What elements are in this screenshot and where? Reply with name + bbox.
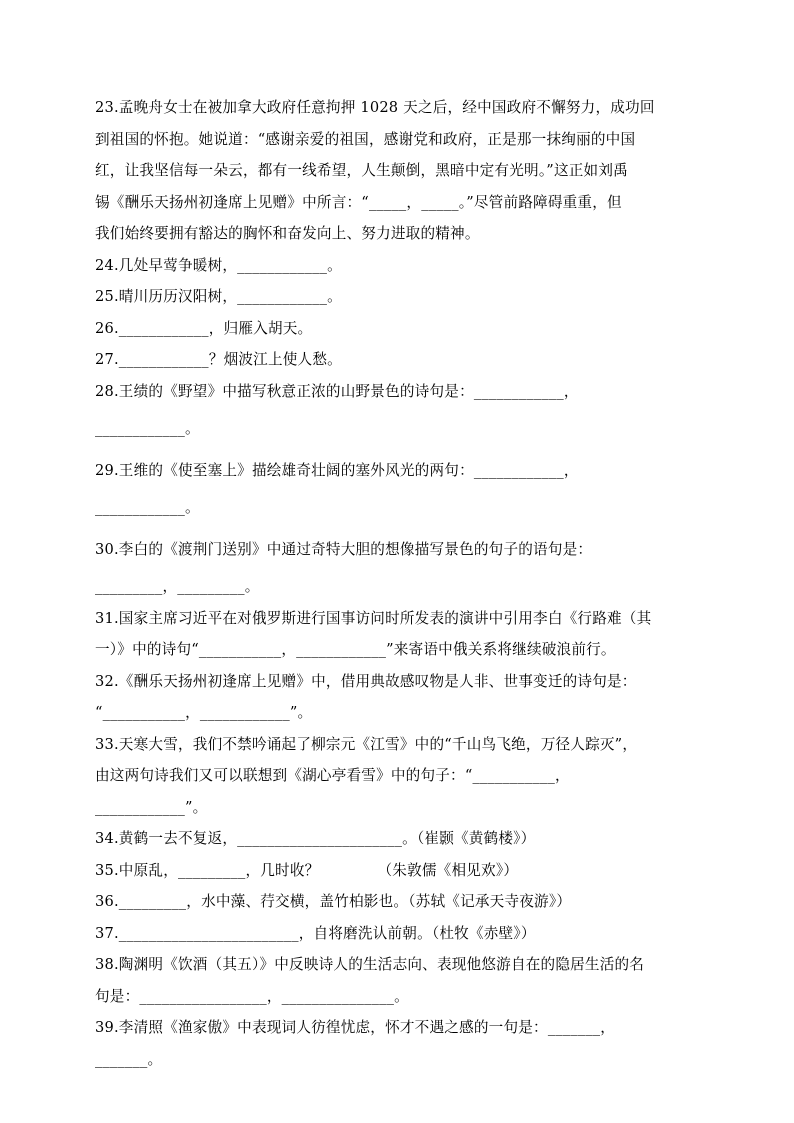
question-line: 到祖国的怀抱。她说道：“感谢亲爱的祖国，感谢党和政府，正是那一抹绚丽的中国 [95,130,636,148]
question-line: _________，_________。 [95,578,260,595]
question-line: 33.天寒大雪，我们不禁吟诵起了柳宗元《江雪》中的“千山鸟飞绝，万径人踪灭”， [95,735,638,753]
question-line: ____________”。 [95,798,208,816]
question-26: 26.____________，归雁入胡天。 [95,319,313,337]
question-line: 一）》中的诗句“___________，____________”来寄语中俄关系将继续破浪前行。 [95,641,616,658]
question-31 [95,603,710,666]
question-line: 28.王绩的《野望》中描写秋意正浓的山野景色的诗句是：____________， [95,382,579,400]
question-line: 红，让我坚信每一朵云，都有一线希望，人生颠倒，黑暗中定有光明。”这正如刘禹 [95,162,628,179]
question-37: 37.________________________，自将磨洗认前朝。（杜牧《赤壁》） [95,924,536,942]
question-30 [95,534,710,603]
question-32 [95,666,710,729]
question-line: “___________，____________”。 [95,704,313,721]
question-line: 由这两句诗我们又可以联想到《湖心亭看雪》中的句子：“___________， [95,767,570,784]
question-line: 锡《酬乐天扬州初逢席上见赠》中所言：“_____，_____。”尽管前路障碍重重，但 [95,193,622,211]
question-34: 34.黄鹤一去不复返，______________________。（崔颢《黄鹤楼》） [95,830,536,847]
question-line: 39.李清照《渔家傲》中表现词人彷徨忧虑，怀才不遇之感的一句是：_______， [95,1019,616,1036]
question-line: _______。 [95,1050,163,1068]
question-39 [95,1012,710,1075]
question-line: 29.王维的《使至塞上》描绘雄奇壮阔的塞外风光的两句：____________， [95,461,579,479]
question-line: ____________。 [95,420,200,437]
question-36: 36._________，水中藻、荇交横，盖竹柏影也。（苏轼《记承天寺夜游》） [95,893,572,910]
question-38 [95,949,710,1012]
question-line: 31.国家主席习近平在对俄罗斯进行国事访问时所发表的演讲中引用李白《行路难（其 [95,609,652,627]
question-line: 32.《酬乐天扬州初逢席上见赠》中，借用典故感叹物是人非、世事变迁的诗句是： [95,672,637,690]
question-line: 38.陶渊明《饮酒（其五）》中反映诗人的生活志向、表现他悠游自在的隐居生活的名 [95,956,645,973]
question-33 [95,729,710,824]
question-23 [95,92,710,250]
question-line: ____________。 [95,499,200,516]
question-24: 24.几处早莺争暖树，____________。 [95,256,342,274]
question-25: 25.晴川历历汉阳树，____________。 [95,288,342,305]
question-27: 27.____________？烟波江上使人愁。 [95,351,342,368]
question-line: 句是：_________________，_______________。 [95,987,409,1005]
question-28 [95,376,710,445]
question-line: 我们始终要拥有豁达的胸怀和奋发向上、努力进取的精神。 [95,225,480,242]
question-line: 23.孟晚舟女士在被加拿大政府任意拘押 1028 天之后，经中国政府不懈努力，成功回 [95,99,655,116]
question-29 [95,455,710,524]
question-35: 35.中原乱，_________，几时收？ （朱敦儒《相见欢》） [95,861,519,879]
question-list [95,92,710,1075]
question-line: 30.李白的《渡荆门送别》中通过奇特大胆的想像描写景色的句子的语句是： [95,540,593,558]
